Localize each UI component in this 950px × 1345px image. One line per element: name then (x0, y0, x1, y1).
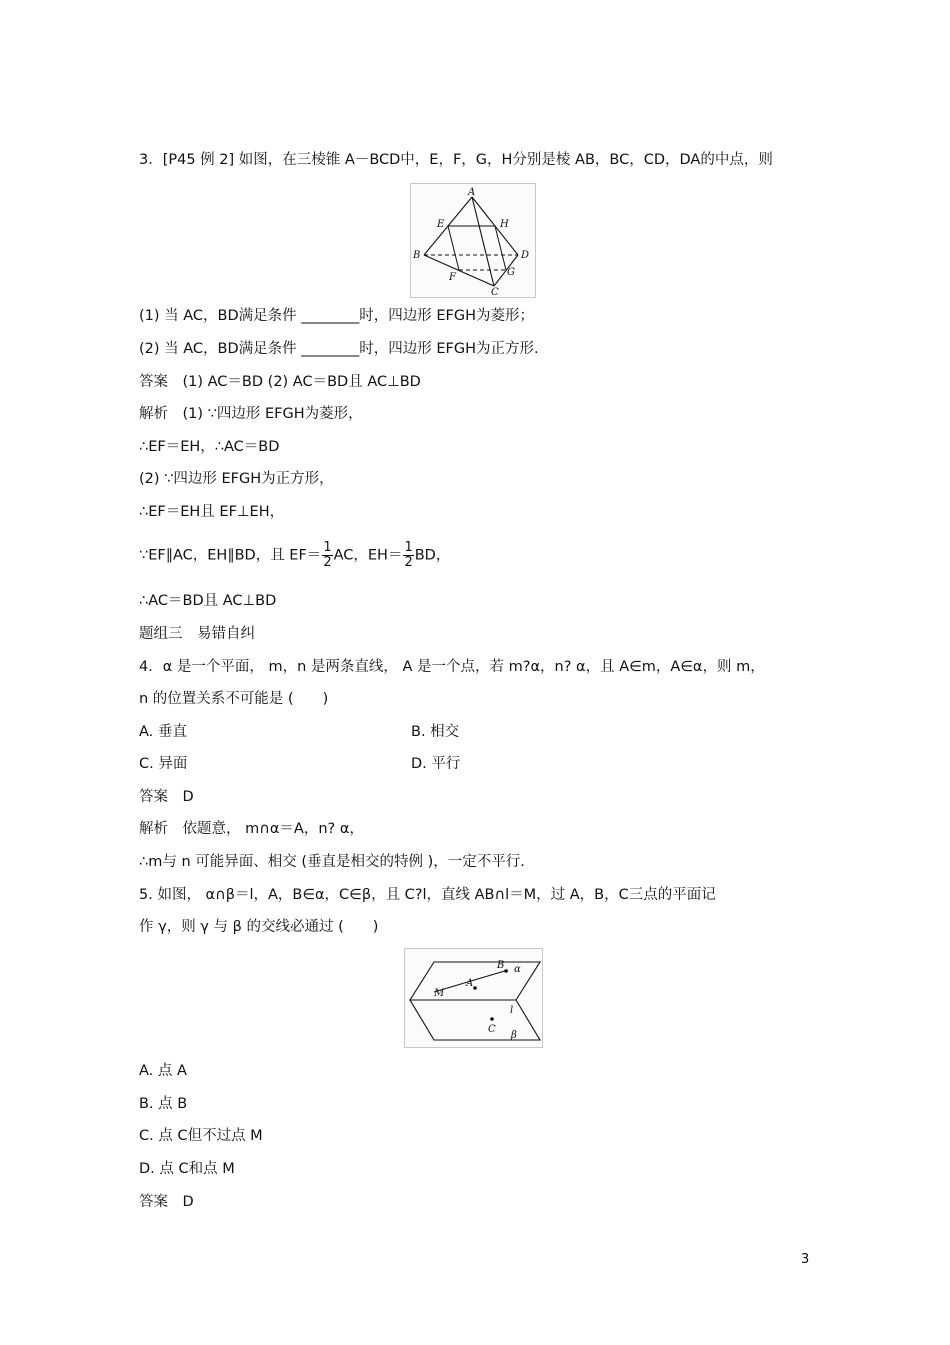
fraction-half: $\frac{1}{2}$ (404, 540, 413, 570)
q5-option-c: C. 点 C但不过点 M (139, 1128, 263, 1144)
q3-analysis-4: ∴EF＝EH且 EF⊥EH， (139, 504, 285, 520)
q4-option-d: D. 平行 (411, 756, 461, 772)
q4-option-c: C. 异面 (139, 756, 188, 772)
label-b: B (413, 250, 421, 261)
point-a (473, 986, 477, 990)
q3-stem: 3．[P45 例 2] 如图，在三棱锥 A－BCD中，E，F，G，H分别是棱 AB，BC，CD，DA的中点，则 (139, 152, 773, 168)
label-f: F (449, 272, 456, 283)
label-alpha: α (514, 964, 521, 975)
q4-stem-2: n 的位置关系不可能是 ( ) (139, 691, 329, 707)
label-beta: β (511, 1030, 517, 1041)
label-a: A (468, 187, 476, 198)
label-a: A (466, 978, 474, 989)
q4-analysis-2: ∴m与 n 可能异面、相交 (垂直是相交的特例 )，一定不平行. (139, 854, 525, 870)
q3-part1: (1) 当 AC，BD满足条件 ________时，四边形 EFGH为菱形； (139, 308, 535, 324)
page-number: 3 (801, 1252, 810, 1267)
q3-answer: 答案 (1) AC＝BD (2) AC＝BD且 AC⊥BD (139, 374, 421, 390)
q3-analysis-1: 解析 (1) ∵四边形 EFGH为菱形， (139, 406, 363, 422)
q5-stem-2: 作 γ，则 γ 与 β 的交线必通过 ( ) (139, 919, 379, 935)
q3-analysis-6: ∴AC＝BD且 AC⊥BD (139, 593, 277, 609)
q4-option-b: B. 相交 (411, 724, 460, 740)
q4-answer: 答案 D (139, 789, 194, 805)
label-h: H (500, 219, 509, 230)
q4-analysis-1: 解析 依题意， m∩α＝A，n? α， (139, 821, 364, 837)
q5-option-a: A. 点 A (139, 1063, 187, 1079)
label-b: B (497, 960, 505, 971)
fraction-half: $\frac{1}{2}$ (323, 540, 332, 570)
planes-figure (404, 948, 543, 1048)
label-l: l (510, 1005, 514, 1016)
q3-analysis-5: ∵EF∥AC，EH∥BD，且 EF＝ $\frac{1}{2}$ AC，EH＝ $\frac{1}{2}$ BD， (139, 540, 451, 570)
q5-option-d: D. 点 C和点 M (139, 1161, 235, 1177)
q3-analysis-2: ∴EF＝EH，∴AC＝BD (139, 439, 280, 455)
tetrahedron-figure (410, 183, 536, 298)
section-heading: 题组三 易错自纠 (139, 626, 255, 642)
q5-stem-1: 5. 如图， α∩β＝l，A，B∈α，C∈β，且 C?l，直线 AB∩l＝M，过 A，B，C三点的平面记 (139, 887, 716, 903)
label-g: G (507, 267, 515, 278)
label-c: C (491, 287, 499, 298)
label-d: D (521, 250, 530, 261)
label-c: C (488, 1024, 496, 1035)
label-m: M (434, 988, 445, 999)
point-b (504, 969, 508, 973)
q4-options-row-1 (139, 722, 187, 742)
point-c (490, 1017, 494, 1021)
q4-option-a: A. 垂直 (139, 724, 187, 740)
q5-answer: 答案 D (139, 1194, 194, 1210)
q5-option-b: B. 点 B (139, 1096, 188, 1112)
q4-stem-1: 4．α 是一个平面， m，n 是两条直线， A 是一个点，若 m?α，n? α，且 A∈m，A∈α，则 m， (139, 659, 765, 675)
q3-analysis-3: (2) ∵四边形 EFGH为正方形， (139, 471, 334, 487)
q3-part2: (2) 当 AC，BD满足条件 ________时，四边形 EFGH为正方形. (139, 341, 539, 357)
label-e: E (437, 219, 445, 230)
